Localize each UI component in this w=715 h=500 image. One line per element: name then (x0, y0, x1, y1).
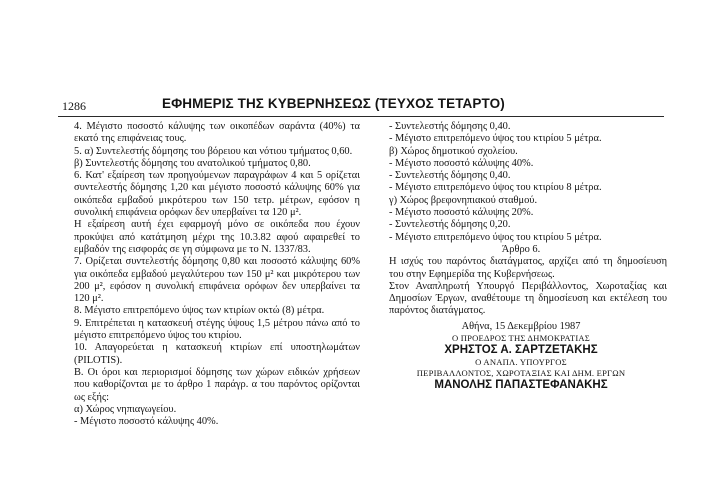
clause-6-exception: Η εξαίρεση αυτή έχει εφαρμογή μόνο σε οικόπεδα που έχουν προκύψει από κατάτμηση μέχρι της 10.3.82 αφού αφαιρεθεί το εμβαδόν της εισφοράς σε γη σύμφωνα με το Ν. 1337/83. (74, 219, 360, 255)
clause-7: 7. Ορίζεται συντελεστής δόμησης 0,80 και ποσοστό κάλυψης 60% για οικόπεδα εμβαδού μεγαλύτερου των 150 μ² και μικρότερου των 200 μ², εφόσον η συνολική επιφάνεια ορόφων δεν υπερβαίνει τα 120 μ². (74, 256, 360, 305)
list-item: γ) Χώρος βρεφονηπιακού σταθμού. (389, 194, 538, 206)
signature-block (375, 321, 667, 392)
right-column (375, 121, 667, 392)
left-column (60, 121, 360, 428)
list-item: - Μέγιστο ποσοστό κάλυψης 40%. (389, 157, 534, 169)
minister-ministry: ΠΕΡΙΒΑΛΛΟΝΤΟΣ, ΧΩΡΟΤΑΞΙΑΣ ΚΑΙ ΔΗΜ. ΕΡΓΩΝ (416, 368, 626, 379)
minister-title: Ο ΑΝΑΠΛ. ΥΠΟΥΡΓΟΣ (475, 357, 567, 368)
section-b: Β. Οι όροι και περιορισμοί δόμησης των χώρων ειδικών χρήσεων που καθορίζονται με το άρθρο 1 παράγρ. α του παρόντος ορίζονται ως εξής: (74, 366, 360, 403)
list-item: β) Χώρος δημοτικού σχολείου. (389, 145, 518, 157)
minister-name: ΜΑΝΟΛΗΣ ΠΑΠΑΣΤΕΦΑΝΑΚΗΣ (434, 379, 608, 392)
clause-5b: β) Συντελεστής δόμησης του ανατολικού τμήματος 0,80. (74, 157, 311, 169)
gazette-title: ΕΦΗΜΕΡΙΣ ΤΗΣ ΚΥΒΕΡΝΗΣΕΩΣ (ΤΕΥΧΟΣ ΤΕΤΑΡΤΟ) (162, 96, 505, 111)
list-item: - Μέγιστο επιτρεπόμενο ύψος του κτιρίου 8 μέτρα. (389, 182, 602, 194)
list-item: - Συντελεστής δόμησης 0,40. (389, 121, 511, 132)
list-item: α) Χώρος νηπιαγωγείου. (74, 403, 177, 415)
article-paragraph: Στον Αναπληρωτή Υπουργό Περιβάλλοντος, Χωροταξίας και Δημοσίων Έργων, αναθέτουμε τη δημοσίευση και εκτέλεση του παρόντος διατάγματος. (389, 280, 667, 317)
list-item: - Συντελεστής δόμησης 0,20. (389, 219, 511, 231)
signing-date: Αθήνα, 15 Δεκεμβρίου 1987 (461, 320, 581, 332)
list-item: - Μέγιστο ποσοστό κάλυψης 20%. (389, 207, 534, 219)
list-item: - Μέγιστο επιτρεπόμενο ύψος του κτιρίου 5 μέτρα. (389, 231, 602, 243)
clause-10: 10. Απαγορεύεται η κατασκευή κτιρίων επί υποστηλωμάτων (PILOTIS). (74, 342, 360, 366)
clause-5a: 5. α) Συντελεστής δόμησης του βόρειου και νότιου τμήματος 0,60. (74, 145, 353, 157)
president-name: ΧΡΗΣΤΟΣ Α. ΣΑΡΤΖΕΤΑΚΗΣ (444, 344, 598, 357)
page-number: 1286 (62, 99, 86, 113)
article-paragraph: Η ισχύς του παρόντος διατάγματος, αρχίζει από τη δημοσίευση του στην Εφημερίδα της Κυβερνήσεως. (389, 256, 667, 280)
list-item: - Συντελεστής δόμησης 0,40. (389, 170, 511, 182)
clause-4: 4. Μέγιστο ποσοστό κάλυψης των οικοπέδων σαράντα (40%) τα εκατό της επιφάνειας τους. (74, 121, 360, 145)
clause-8: 8. Μέγιστο επιτρεπόμενο ύψος των κτιρίων οκτώ (8) μέτρα. (74, 305, 325, 317)
article-heading: Άρθρο 6. (501, 243, 541, 255)
header-divider (58, 116, 664, 117)
clause-6: 6. Κατ' εξαίρεση των προηγούμενων παραγράφων 4 και 5 ορίζεται συντελεστής δόμησης 1,20 και μέγιστο ποσοστό κάλυψης 60% για οικόπεδα εμβαδού μικρότερου των 150 τετρ. μέτρων, εφόσον η συνολική επιφάνεια ορόφων δεν υπερβαίνει τα 120 μ². (74, 170, 360, 219)
page-header (52, 96, 662, 114)
clause-9: 9. Επιτρέπεται η κατασκευή στέγης ύψους 1,5 μέτρου πάνω από το μέγιστο επιτρεπόμενο ύψος του κτιρίου. (74, 317, 360, 342)
list-item: - Μέγιστο ποσοστό κάλυψης 40%. (74, 416, 219, 428)
list-item: - Μέγιστο επιτρεπόμενο ύψος του κτιρίου 5 μέτρα. (389, 133, 602, 145)
president-title: Ο ΠΡΟΕΔΡΟΣ ΤΗΣ ΔΗΜΟΚΡΑΤΙΑΣ (452, 333, 590, 344)
